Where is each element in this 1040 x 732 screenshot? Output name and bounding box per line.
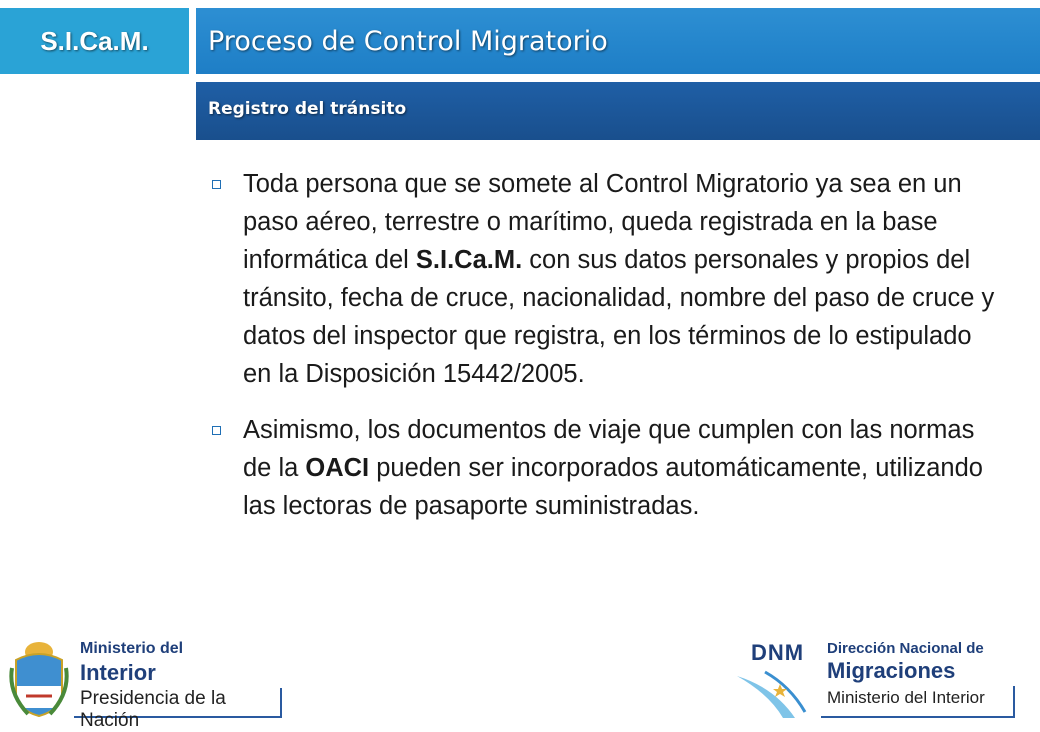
square-bullet-icon bbox=[212, 426, 221, 435]
title-bar bbox=[196, 8, 1040, 74]
bullet-bold-term: S.I.Ca.M. bbox=[415, 246, 523, 274]
coat-of-arms-icon bbox=[8, 638, 70, 718]
sicam-logo: S.I.Ca.M. bbox=[0, 8, 189, 74]
page-title: Proceso de Control Migratorio bbox=[208, 26, 608, 57]
square-bullet-icon bbox=[212, 180, 221, 189]
bullet-bold-term: OACI bbox=[305, 454, 370, 482]
ministerio-interior-logo bbox=[8, 632, 288, 731]
logo-text-line2: Migraciones bbox=[827, 658, 956, 683]
dnm-logo bbox=[735, 632, 1035, 718]
logo-text-line3: Ministerio del Interior bbox=[827, 688, 985, 707]
logo-text-line1: Dirección Nacional de bbox=[827, 640, 984, 657]
logo-text-line1: Ministerio del bbox=[80, 640, 184, 657]
bullet-item bbox=[210, 165, 1000, 393]
content-area bbox=[210, 165, 1000, 543]
page-subtitle: Registro del tránsito bbox=[208, 99, 407, 119]
dnm-wave-icon bbox=[735, 668, 825, 718]
bullet-item bbox=[210, 411, 1000, 525]
dnm-acronym: DNM bbox=[751, 640, 805, 665]
bullet-text: Toda persona que se somete al Control Migratorio ya sea en un paso aéreo, terrestre o marítimo, queda registrada en la base informática del bbox=[243, 170, 962, 274]
subtitle-bar bbox=[196, 82, 1040, 140]
logo-text-line2: Interior bbox=[80, 660, 156, 685]
bullet-text: Asimismo, los documentos de viaje que cumplen con las normas de la bbox=[243, 416, 975, 482]
bullet-text: pueden ser incorporados automáticamente, utilizando las lectoras de pasaporte suministradas. bbox=[243, 454, 983, 520]
bullet-text: con sus datos personales y propios del tránsito, fecha de cruce, nacionalidad, nombre del paso de cruce y datos del inspector que registra, en los términos de lo estipulado en la Disposición 15442/2005. bbox=[243, 246, 995, 388]
logo-text-line3: Presidencia de la Nación bbox=[80, 688, 226, 731]
